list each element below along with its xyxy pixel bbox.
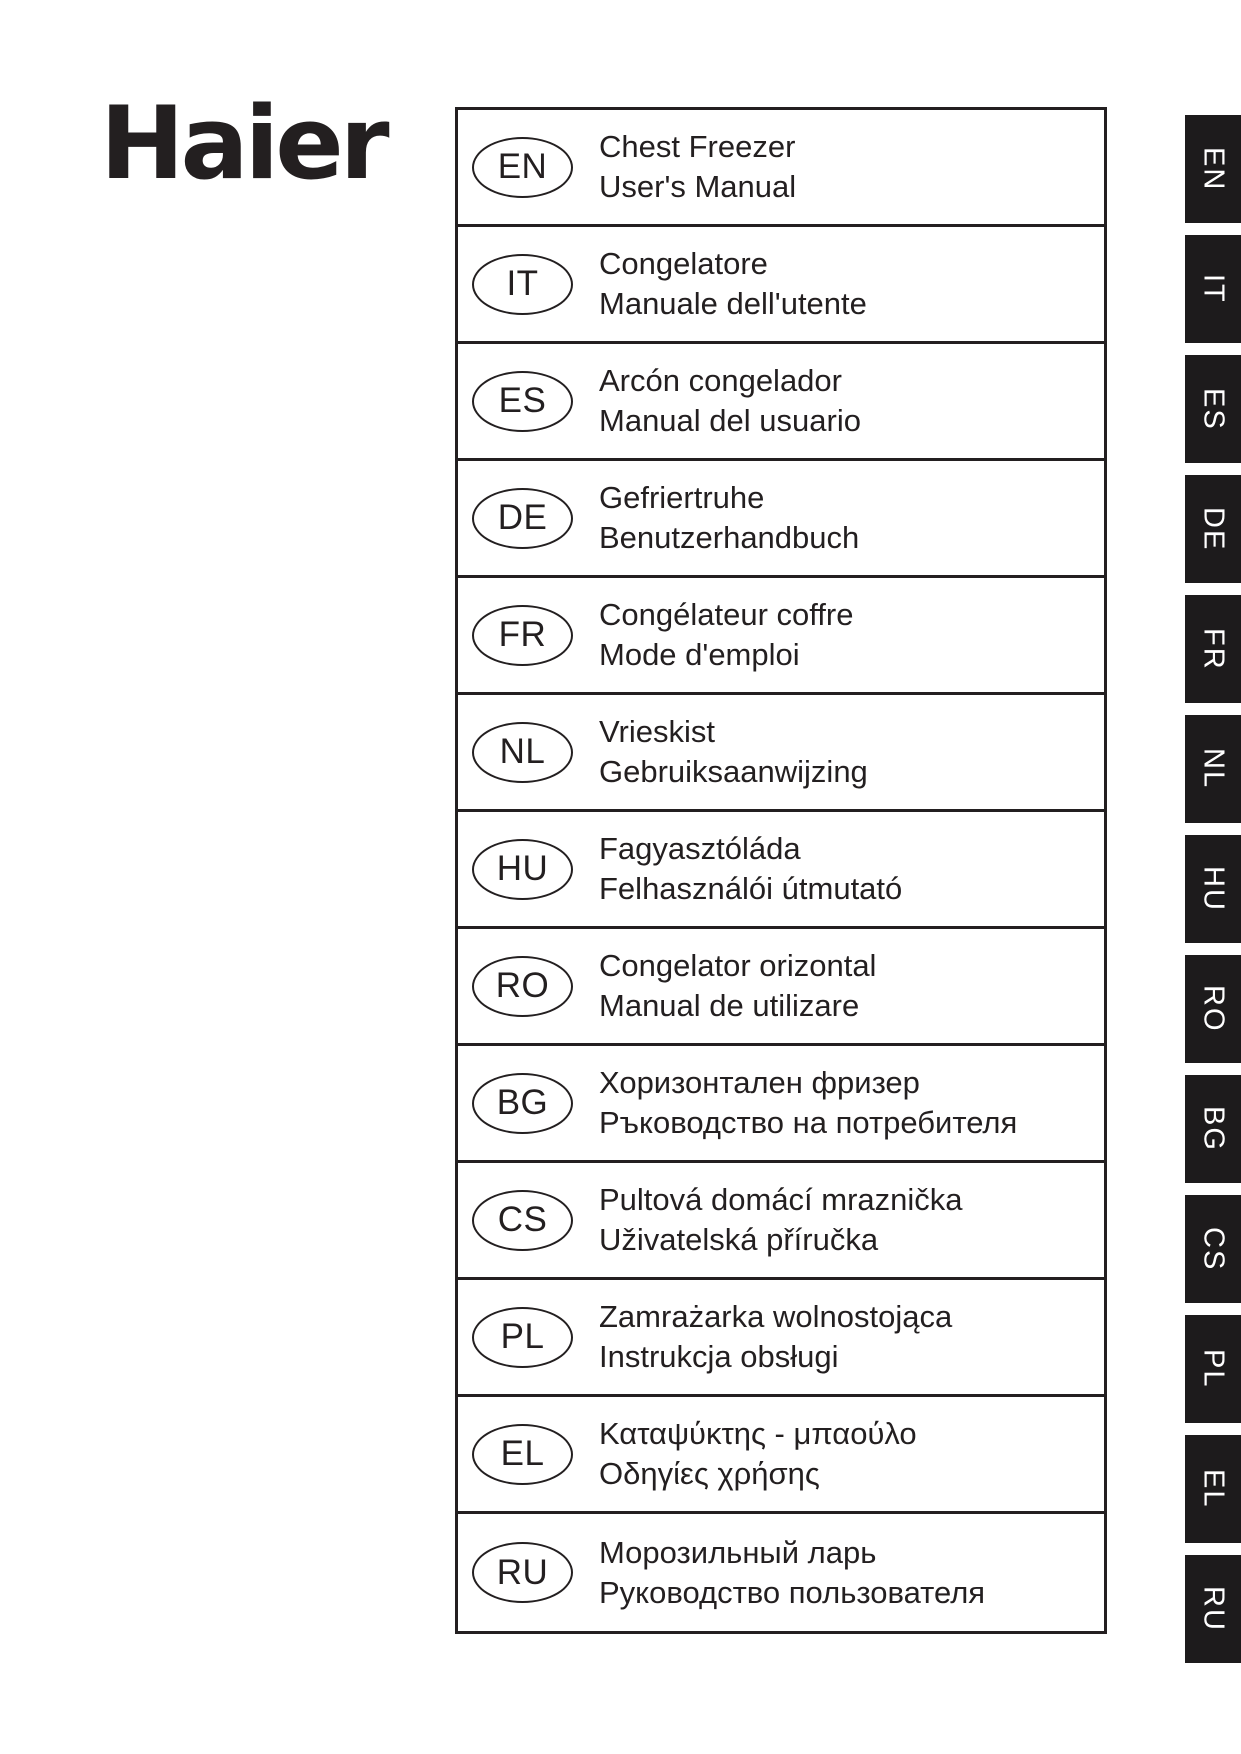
side-tab-fr: FR: [1185, 595, 1241, 703]
language-titles: [599, 1414, 917, 1494]
product-title: Καταψύκτης - μπαούλο: [599, 1416, 917, 1451]
language-code: CS: [497, 1200, 548, 1239]
language-titles: [599, 1533, 985, 1613]
language-row-es: [458, 344, 1104, 461]
language-badge-el: [472, 1424, 573, 1485]
manual-title: Manual del usuario: [599, 403, 861, 438]
manual-title: Benutzerhandbuch: [599, 520, 860, 555]
side-tab-hu: HU: [1185, 835, 1241, 943]
product-title: Congelator orizontal: [599, 948, 877, 983]
language-row-ro: [458, 929, 1104, 1046]
product-title: Congelatore: [599, 246, 768, 281]
manual-title: Ръководство на потребителя: [599, 1105, 1018, 1140]
language-badge-fr: [472, 605, 573, 666]
language-badge-de: [472, 488, 573, 549]
product-title: Arcón congelador: [599, 363, 842, 398]
language-row-cs: [458, 1163, 1104, 1280]
product-title: Chest Freezer: [599, 129, 796, 164]
language-badge-es: [472, 371, 573, 432]
product-title: Zamrażarka wolnostojąca: [599, 1299, 953, 1334]
language-code: NL: [499, 732, 546, 771]
language-code: ES: [498, 381, 547, 420]
side-tab-ru: RU: [1185, 1555, 1241, 1663]
language-code: EL: [500, 1434, 545, 1473]
side-tab-nl: NL: [1185, 715, 1241, 823]
language-code: EN: [497, 147, 548, 186]
product-title: Хоризонтален фризер: [599, 1065, 920, 1100]
side-tab-cs: CS: [1185, 1195, 1241, 1303]
side-tab-it: IT: [1185, 235, 1241, 343]
side-tab-pl: PL: [1185, 1315, 1241, 1423]
language-titles: [599, 361, 861, 441]
manual-title: User's Manual: [599, 169, 797, 204]
side-tab-el: EL: [1185, 1435, 1241, 1543]
language-row-en: [458, 110, 1104, 227]
side-tab-en: EN: [1185, 115, 1241, 223]
language-tab-strip: [1185, 115, 1241, 1675]
language-titles: [599, 244, 867, 324]
side-tab-ro: RO: [1185, 955, 1241, 1063]
language-badge-en: [472, 137, 573, 198]
language-row-hu: [458, 812, 1104, 929]
language-code: IT: [506, 264, 539, 303]
product-title: Pultová domácí mraznička: [599, 1182, 963, 1217]
language-row-it: [458, 227, 1104, 344]
language-badge-bg: [472, 1073, 573, 1134]
language-titles: [599, 595, 853, 675]
side-tab-es: ES: [1185, 355, 1241, 463]
language-code: FR: [498, 615, 547, 654]
language-titles: [599, 712, 868, 792]
language-badge-nl: [472, 722, 573, 783]
product-title: Fagyasztóláda: [599, 831, 801, 866]
haier-logo: Haier: [100, 84, 386, 202]
language-titles: [599, 946, 876, 1026]
manual-title: Felhasználói útmutató: [599, 871, 903, 906]
language-row-ru: [458, 1514, 1104, 1631]
language-row-nl: [458, 695, 1104, 812]
language-badge-cs: [472, 1190, 573, 1251]
language-titles: [599, 829, 902, 909]
language-row-fr: [458, 578, 1104, 695]
manual-title: Руководство пользователя: [599, 1574, 986, 1610]
manual-title: Mode d'emploi: [599, 637, 800, 672]
side-tab-de: DE: [1185, 475, 1241, 583]
manual-title: Instrukcja obsługi: [599, 1339, 839, 1374]
language-badge-ru: [472, 1542, 573, 1603]
language-titles: [599, 1180, 963, 1260]
language-code: HU: [496, 849, 549, 888]
language-code: BG: [496, 1083, 549, 1122]
language-row-de: [458, 461, 1104, 578]
language-code: PL: [500, 1317, 545, 1356]
language-badge-pl: [472, 1307, 573, 1368]
manual-title: Οδηγίες χρήσης: [599, 1456, 820, 1491]
manual-title: Manual de utilizare: [599, 988, 860, 1023]
language-code: RU: [496, 1552, 549, 1592]
language-titles: [599, 478, 859, 558]
side-tab-bg: BG: [1185, 1075, 1241, 1183]
language-badge-it: [472, 254, 573, 315]
language-code: RO: [495, 966, 550, 1005]
product-title: Congélateur coffre: [599, 597, 854, 632]
language-row-pl: [458, 1280, 1104, 1397]
language-titles: [599, 127, 796, 207]
language-code: DE: [497, 498, 548, 537]
language-titles: [599, 1297, 952, 1377]
language-table: [455, 107, 1107, 1634]
language-row-bg: [458, 1046, 1104, 1163]
language-badge-ro: [472, 956, 573, 1017]
product-title: Vrieskist: [599, 714, 715, 749]
manual-title: Gebruiksaanwijzing: [599, 754, 868, 789]
language-titles: [599, 1063, 1017, 1143]
product-title: Gefriertruhe: [599, 480, 765, 515]
manual-title: Uživatelská příručka: [599, 1222, 879, 1257]
manual-title: Manuale dell'utente: [599, 286, 867, 321]
language-row-el: [458, 1397, 1104, 1514]
product-title: Морозильный ларь: [599, 1534, 877, 1570]
language-badge-hu: [472, 839, 573, 900]
